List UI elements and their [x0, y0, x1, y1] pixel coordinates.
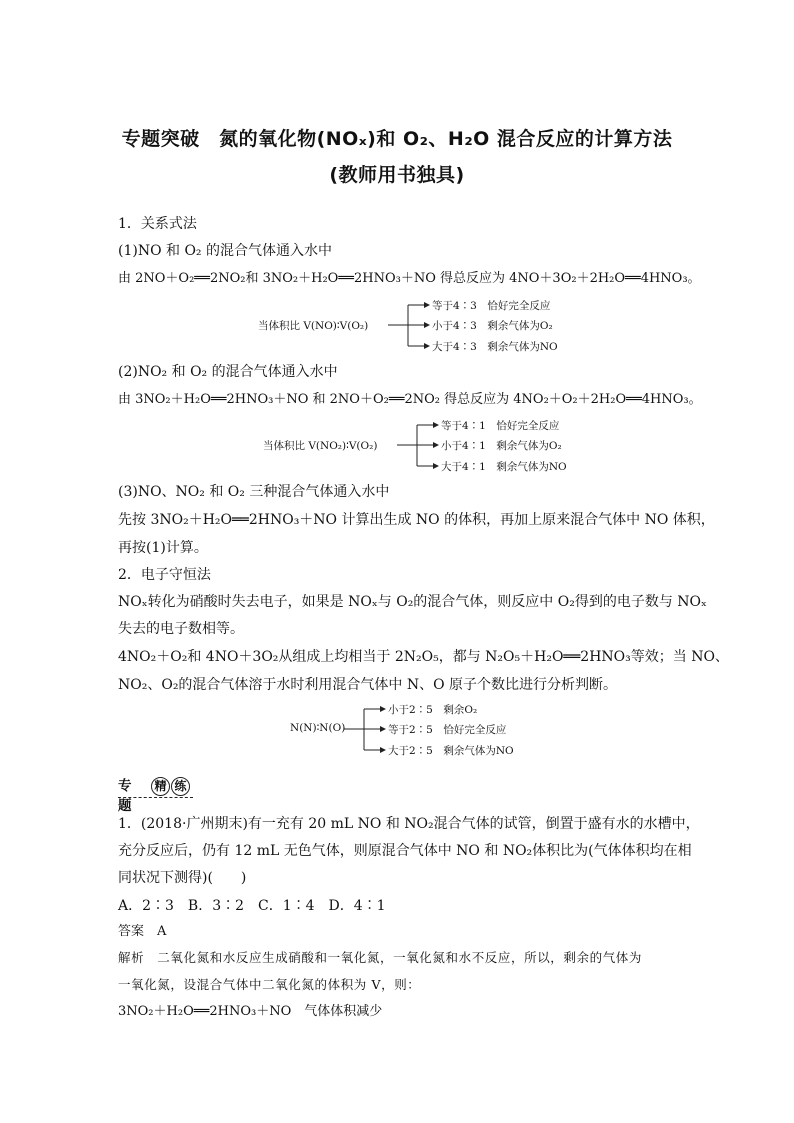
badge-circle-char: 练 [171, 777, 190, 796]
tree-branch: 小于2∶5 剩余O₂ [388, 704, 478, 716]
section2-text-line: NOₓ转化为硝酸时失去电子，如果是 NOₓ与 O₂的混合气体，则反应中 O₂得到的电子数与 NOₓ [118, 594, 707, 610]
analysis-text-line: 解析 二氧化氮和水反应生成硝酸和一氧化氮，一氧化氮和水不反应，所以，剩余的气体为 [118, 950, 643, 965]
tree-branch: 大于4∶3 剩余气体为NO [432, 341, 558, 353]
section2-relation-tree [290, 700, 570, 760]
tree-branch: 大于4∶1 剩余气体为NO [441, 461, 567, 473]
tree-root-label: 当体积比 V(NO₂)∶V(O₂) [263, 440, 378, 452]
part3-heading: (3)NO、NO₂ 和 O₂ 三种混合气体通入水中 [118, 484, 390, 500]
tree-branch: 小于4∶3 剩余气体为O₂ [432, 320, 553, 332]
badge-circle-char: 精 [151, 777, 170, 796]
page-title: 专题突破 氮的氧化物(NOₓ)和 O₂、H₂O 混合反应的计算方法 [121, 128, 673, 150]
part3-text-line: 再按(1)计算。 [118, 540, 208, 556]
section2-text-line: 失去的电子数相等。 [118, 621, 244, 637]
tree-branch: 大于2∶5 剩余气体为NO [388, 745, 514, 757]
part1-heading: (1)NO 和 O₂ 的混合气体通入水中 [118, 243, 332, 259]
part2-relation-tree [263, 416, 583, 476]
part1-equation: 由 2NO＋O₂══2NO₂和 3NO₂＋H₂O══2HNO₃＋NO 得总反应为 4NO＋3O₂＋2H₂O══4HNO₃。 [118, 271, 701, 286]
part3-text-line: 先按 3NO₂＋H₂O══2HNO₃＋NO 计算出生成 NO 的体积，再加上原来混合气体中 NO 体积， [118, 512, 715, 528]
question-text-line: 1．(2018·广州期末)有一充有 20 mL NO 和 NO₂混合气体的试管，倒置于盛有水的水槽中， [118, 816, 700, 832]
tree-branch: 等于2∶5 恰好完全反应 [388, 724, 507, 736]
part2-equation: 由 3NO₂＋H₂O══2HNO₃＋NO 和 2NO＋O₂══2NO₂ 得总反应为 4NO₂＋O₂＋2H₂O══4HNO₃。 [118, 392, 702, 407]
analysis-text-line: 一氧化氮，设混合气体中二氧化氮的体积为 V，则： [118, 977, 421, 992]
badge-underline [118, 797, 193, 798]
question-options: A．2∶3 B．3∶2 C．1∶4 D．4∶1 [118, 898, 386, 914]
part1-relation-tree [258, 296, 578, 356]
analysis-equation: 3NO₂＋H₂O══2HNO₃＋NO 气体体积减少 [118, 1004, 383, 1019]
tree-root-label: N(N)∶N(O) [290, 722, 346, 734]
tree-root-label: 当体积比 V(NO)∶V(O₂) [258, 320, 369, 332]
badge-lead-text: 专题 [118, 778, 132, 814]
section2-text-line: NO₂、O₂的混合气体溶于水时利用混合气体中 N、O 原子个数比进行分析判断。 [118, 677, 618, 693]
section1-heading: 1．关系式法 [118, 216, 197, 232]
section2-heading: 2．电子守恒法 [118, 567, 211, 583]
question-answer: 答案 A [118, 924, 167, 939]
tree-branch: 等于4∶1 恰好完全反应 [441, 420, 560, 432]
question-text-line: 充分反应后，仍有 12 mL 无色气体，则原混合气体中 NO 和 NO₂体积比为(气体体积均在相 [118, 843, 692, 859]
page-subtitle: (教师用书独具) [329, 164, 465, 186]
question-text-line: 同状况下测得)( ) [118, 870, 247, 886]
part2-heading: (2)NO₂ 和 O₂ 的混合气体通入水中 [118, 364, 338, 380]
tree-branch: 等于4∶3 恰好完全反应 [432, 300, 551, 312]
tree-branch: 小于4∶1 剩余气体为O₂ [441, 440, 562, 452]
section2-text-line: 4NO₂＋O₂和 4NO＋3O₂从组成上均相当于 2N₂O₅，都与 N₂O₅＋H₂O══2HNO₃等效；当 NO、 [118, 649, 729, 665]
